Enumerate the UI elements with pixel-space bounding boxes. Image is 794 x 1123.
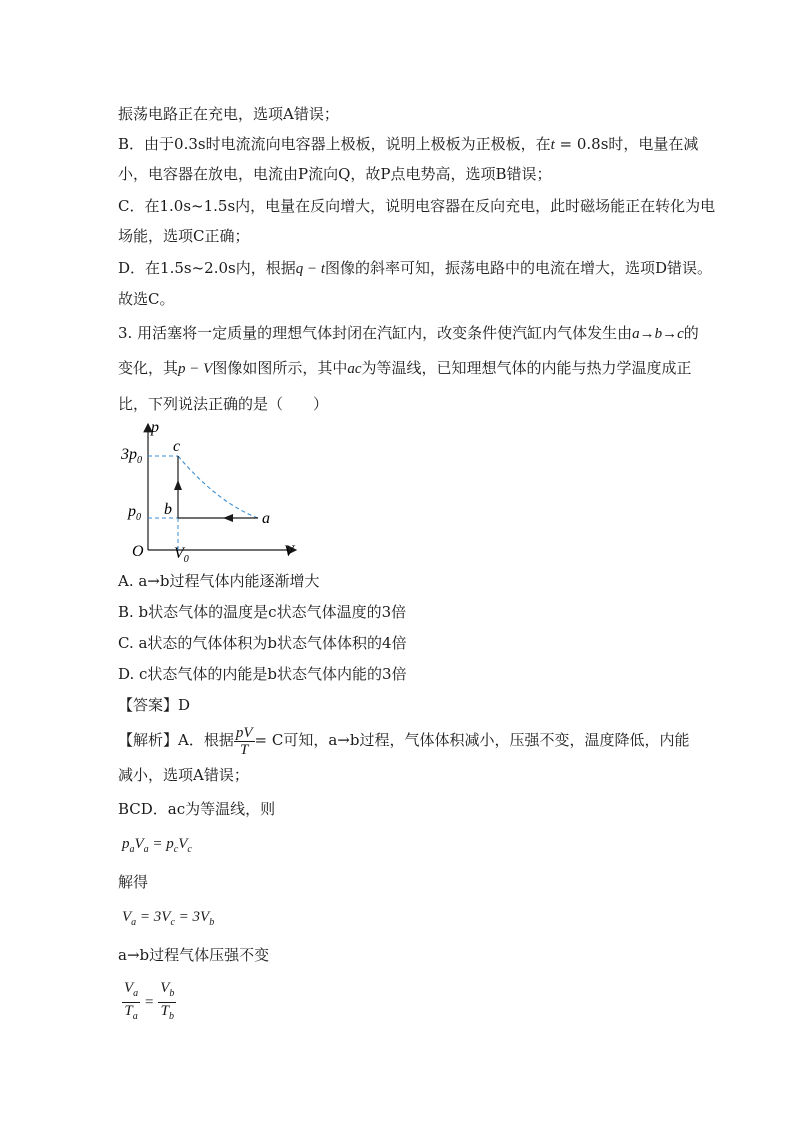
equation-2 [122, 907, 214, 933]
var: p − V [178, 361, 213, 377]
fraction-vb-tb [158, 980, 176, 1025]
x-axis-label: V [284, 543, 294, 560]
analysis-line-1 [118, 724, 689, 758]
var: q − t [295, 261, 325, 277]
text: C．在1.0s~1.5s内，电量在反向增大，说明电容器在反向充电，此时磁场能正在转化为电 [118, 197, 716, 215]
t: V [124, 980, 134, 996]
text: D. c状态气体的内能是b状态气体内能的3倍 [118, 665, 407, 683]
question-3-line-3 [118, 394, 328, 414]
t: c [173, 844, 179, 855]
text: 的 [683, 324, 699, 342]
text: 场能，选项C正确； [118, 227, 250, 245]
t: b [168, 1011, 174, 1022]
solve-line [118, 872, 148, 892]
label-a: a [262, 510, 270, 527]
text-line-1 [118, 104, 339, 124]
t: V [122, 909, 132, 925]
text: 为等温线，已知理想气体的内能与热力学温度成正 [361, 359, 692, 377]
text: BCD．ac为等温线，则 [118, 800, 276, 818]
isotherm-ac [178, 456, 258, 518]
text: 图像如图所示，其中 [212, 359, 348, 377]
num: pV [235, 724, 253, 741]
t: V [134, 836, 144, 852]
fraction-pv-over-t [234, 725, 255, 758]
text: 减小，选项A错误； [118, 766, 249, 784]
text: 图像的斜率可知，振荡电路中的电流在增大，选项D错误。 [325, 259, 713, 277]
text-line-5 [118, 226, 249, 246]
text: = C可知，a→b过程，气体体积减小，压强不变，温度降低，内能 [254, 731, 690, 749]
question-3-line-1 [118, 323, 699, 344]
t: V [178, 836, 188, 852]
t: b [209, 917, 215, 928]
t: c [187, 844, 192, 855]
tick-p0: $p_0$ [128, 503, 141, 523]
var: a→b→c [632, 326, 684, 342]
var: t [550, 137, 555, 153]
tick-3p0: $3p_0$ [121, 446, 142, 466]
text: C. a状态的气体体积为b状态气体体积的4倍 [118, 634, 407, 652]
label-b: b [164, 501, 172, 518]
equation-3 [122, 980, 176, 1025]
den: T [240, 741, 249, 758]
t: V [160, 980, 170, 996]
text: 故选C。 [118, 290, 175, 308]
text-line-3 [118, 164, 552, 184]
t: p [122, 836, 130, 852]
t: T [124, 1003, 133, 1019]
t: = p [148, 836, 174, 852]
tick-V0: $V_0$ [174, 545, 189, 563]
analysis-line-2 [118, 765, 249, 785]
origin-label: O [132, 543, 144, 560]
label-c: c [173, 438, 181, 455]
option-d [118, 664, 407, 684]
var: ac [347, 361, 362, 377]
t: = 3V [174, 909, 210, 925]
answer-line [118, 695, 190, 715]
fraction-va-ta [122, 980, 140, 1025]
text: 小，电容器在放电，电流由P流向Q，故P点电势高，选项B错误； [118, 165, 552, 183]
text: a→b过程气体压强不变 [118, 946, 270, 964]
text: B. b状态气体的温度是c状态气体温度的3倍 [118, 603, 407, 621]
pv-diagram [118, 418, 308, 563]
equals: = [144, 994, 154, 1011]
t: b [169, 988, 175, 999]
analysis-line-4 [118, 945, 269, 965]
t: a [133, 988, 139, 999]
option-a [118, 571, 319, 591]
text: D．在1.5s~2.0s内，根据 [118, 259, 296, 277]
t: a [132, 1011, 138, 1022]
text: 比，下列说法正确的是（ ） [118, 395, 329, 413]
t: T [160, 1003, 169, 1019]
text: 【答案】D [118, 696, 191, 714]
text: = 0.8s时，电量在减 [554, 135, 699, 153]
text-line-6 [118, 258, 712, 279]
option-b [118, 602, 406, 622]
text: 3. 用活塞将一定质量的理想气体封闭在汽缸内，改变条件使汽缸内气体发生由 [118, 324, 633, 342]
question-3-line-2 [118, 358, 692, 379]
text: 解得 [118, 873, 149, 891]
arrow-ab [223, 514, 233, 522]
t: a [129, 844, 135, 855]
t: a [131, 917, 137, 928]
text: 振荡电路正在充电，选项A错误； [118, 105, 339, 123]
t: c [170, 917, 175, 928]
text-line-7 [118, 289, 174, 309]
analysis-line-3 [118, 799, 275, 819]
text-line-4 [118, 196, 715, 216]
text: A. a→b过程气体内能逐渐增大 [118, 572, 320, 590]
t: = 3V [136, 909, 171, 925]
equation-1 [122, 834, 192, 860]
text-line-2 [118, 134, 698, 155]
text: 【解析】A．根据 [118, 731, 234, 749]
y-axis-label: p [151, 419, 159, 436]
option-c [118, 633, 407, 653]
text: 变化，其 [118, 359, 179, 377]
t: a [143, 844, 149, 855]
text: B．由于0.3s时电流流向电容器上极板，说明上极板为正极板，在 [118, 135, 551, 153]
arrow-bc [174, 480, 182, 490]
